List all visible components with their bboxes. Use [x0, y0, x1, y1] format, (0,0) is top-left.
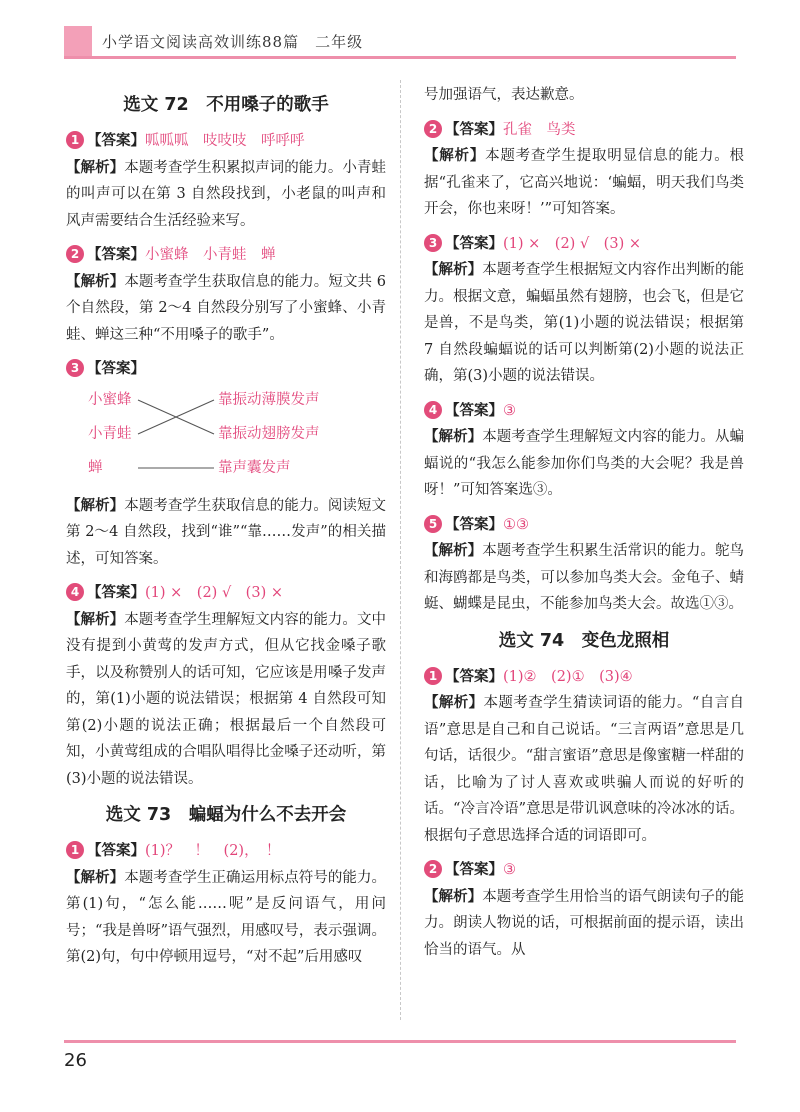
analysis-label: 【解析】 — [424, 694, 484, 711]
answer-text: 孔雀 鸟类 — [503, 121, 576, 138]
analysis-text: 本题考查学生理解短文内容的能力。文中没有提到小黄莺的发声方式，但从它找金嗓子歌手，以及称赞别人的话可知，它应该是用嗓子发声的，第(1)小题的说法错误；根据第 4 自然段可知第(2)小题的说法正确；根据最后一个自然段可知，小黄莺组成的合唱队唱得比金嗓子还动听，第(3)小题的说法错误。 — [66, 611, 387, 787]
page-number: 26 — [64, 1050, 87, 1071]
analysis-text: 本题考查学生获取信息的能力。阅读短文第 2～4 自然段，找到“谁”“靠……发声”的相关描述，可知答案。 — [66, 497, 387, 567]
analysis-label: 【解析】 — [66, 610, 125, 628]
answer-line — [424, 857, 744, 884]
analysis-paragraph — [66, 155, 386, 235]
answer-label: 【答案】 — [445, 120, 503, 138]
analysis-paragraph — [66, 865, 386, 971]
header-rule — [64, 56, 736, 59]
analysis-paragraph — [424, 538, 744, 618]
answer-label: 【答案】 — [87, 584, 145, 601]
analysis-label: 【解析】 — [424, 887, 483, 905]
question-number: 2 — [424, 120, 442, 138]
analysis-label: 【解析】 — [424, 428, 483, 445]
answer-label: 【答案】 — [87, 246, 145, 263]
answer-text: (1) × (2) √ (3) × — [503, 235, 641, 252]
answer-text: ①③ — [503, 516, 529, 533]
left-column — [66, 82, 386, 979]
analysis-text: 本题考查学生猜读词语的能力。“自言自语”意思是自己和自己说话。“三言两语”意思是几句话，话很少。“甜言蜜语”意思是像蜜糖一样甜的话，比喻为了讨人喜欢或哄骗人而说的好听的话。“冷言冷语”意思是带讥讽意味的冷冰冰的话。根据句子意思选择合适的词语即可。 — [424, 695, 744, 844]
match-right-item: 靠振动薄膜发声 — [218, 391, 320, 408]
answer-label: 【答案】 — [445, 667, 503, 685]
answer-label: 【答案】 — [87, 842, 145, 859]
book-title: 小学语文阅读高效训练88篇 二年级 — [102, 33, 364, 51]
answer-label: 【答案】 — [445, 861, 503, 878]
analysis-text: 本题考查学生积累生活常识的能力。鸵鸟和海鸥都是鸟类，可以参加鸟类大会。金龟子、蜻蜓、蝴蝶是昆虫，不能参加鸟类大会。故选①③。 — [424, 543, 745, 612]
answer-line — [424, 512, 744, 539]
answer-label: 【答案】 — [445, 401, 503, 419]
column-divider — [400, 80, 401, 1020]
analysis-text: 本题考查学生正确运用标点符号的能力。第(1)句，“怎么能……呢”是反问语气，用问号；“我是兽呀”语气强烈，用感叹号，表示强调。第(2)句，句中停顿用逗号，“对不起”后用感叹 — [66, 869, 387, 965]
continued-text: 号加强语气，表达歉意。 — [424, 87, 584, 103]
matching-lines — [66, 387, 386, 487]
answer-line — [424, 231, 744, 258]
analysis-label: 【解析】 — [424, 147, 486, 164]
analysis-paragraph — [424, 257, 744, 390]
answer-label: 【答案】 — [87, 132, 145, 149]
analysis-paragraph — [66, 607, 386, 793]
question-number: 4 — [424, 401, 442, 419]
answer-line — [66, 242, 386, 269]
answer-line — [66, 580, 386, 607]
analysis-label: 【解析】 — [66, 496, 125, 514]
analysis-text: 本题考查学生用恰当的语气朗读句子的能力。朗读人物说的话，可根据前面的提示语，读出恰当的语气。从 — [424, 888, 745, 958]
answer-line — [66, 356, 386, 383]
analysis-text: 本题考查学生提取明显信息的能力。根据“孔雀来了，它高兴地说：‘蝙蝠，明天我们鸟类开会，你也来呀！’”可知答案。 — [424, 148, 745, 217]
section-title: 选文 73 蝙蝠为什么不去开会 — [105, 805, 347, 825]
right-column — [424, 82, 744, 971]
analysis-text: 本题考查学生根据短文内容作出判断的能力。根据文意，蝙蝠虽然有翅膀，也会飞，但是它是兽，不是鸟类，第(1)小题的说法错误；根据第 7 自然段蝙蝠说的话可以判断第(2)小题的说法正确，第(3)小题的说法错误。 — [424, 262, 745, 384]
answer-label: 【答案】 — [87, 360, 145, 377]
question-number: 3 — [424, 234, 442, 252]
question-number: 2 — [424, 860, 442, 878]
match-left-item: 蝉 — [88, 459, 103, 476]
answer-line — [424, 664, 744, 691]
footer-rule — [64, 1040, 736, 1043]
question-number: 1 — [66, 841, 84, 859]
analysis-paragraph — [66, 269, 386, 349]
question-number: 3 — [66, 359, 84, 377]
header-color-block — [64, 26, 92, 56]
answer-text: ③ — [503, 862, 516, 878]
matching-diagram — [66, 387, 386, 487]
answer-line — [424, 398, 744, 425]
question-number: 1 — [424, 667, 442, 685]
question-number: 2 — [66, 245, 84, 263]
match-right-item: 靠振动翅膀发声 — [218, 425, 320, 442]
question-number: 4 — [66, 583, 84, 601]
answer-line — [424, 117, 744, 144]
answer-label: 【答案】 — [445, 515, 503, 533]
match-left-item: 小蜜蜂 — [88, 391, 132, 408]
analysis-paragraph — [424, 424, 744, 504]
answer-line — [66, 838, 386, 865]
analysis-text: 本题考查学生获取信息的能力。短文共 6 个自然段，第 2～4 自然段分别写了小蜜蜂、小青蛙、蝉这三种“不用嗓子的歌手”。 — [66, 273, 387, 343]
analysis-label: 【解析】 — [424, 542, 483, 559]
question-number: 5 — [424, 515, 442, 533]
analysis-paragraph — [424, 690, 744, 849]
answer-text: (1) × (2) √ (3) × — [145, 585, 283, 601]
analysis-paragraph — [424, 884, 744, 964]
analysis-label: 【解析】 — [66, 868, 125, 886]
answer-text: 小蜜蜂 小青蛙 蝉 — [145, 247, 276, 263]
question-number: 1 — [66, 131, 84, 149]
answer-line — [66, 128, 386, 155]
answer-text: ③ — [503, 402, 516, 419]
match-left-item: 小青蛙 — [88, 425, 132, 442]
analysis-text: 本题考查学生理解短文内容的能力。从蝙蝠说的“我怎么能参加你们鸟类的大会呢？我是兽呀！”可知答案选③。 — [424, 429, 745, 498]
analysis-text: 本题考查学生积累拟声词的能力。小青蛙的叫声可以在第 3 自然段找到，小老鼠的叫声和风声需要结合生活经验来写。 — [66, 159, 387, 229]
analysis-paragraph — [424, 143, 744, 223]
section-title: 选文 72 不用嗓子的歌手 — [123, 95, 329, 115]
answer-label: 【答案】 — [445, 234, 503, 252]
answer-text: 呱呱呱 吱吱吱 呼呼呼 — [145, 133, 305, 149]
analysis-label: 【解析】 — [66, 272, 125, 290]
match-right-item: 靠声囊发声 — [218, 459, 291, 476]
analysis-label: 【解析】 — [424, 261, 483, 278]
analysis-paragraph — [66, 493, 386, 573]
section-title: 选文 74 变色龙照相 — [498, 630, 670, 651]
answer-text: (1)？ ！ (2)， ！ — [145, 843, 281, 859]
analysis-label: 【解析】 — [66, 158, 125, 176]
answer-text: (1)② (2)① (3)④ — [503, 668, 633, 685]
